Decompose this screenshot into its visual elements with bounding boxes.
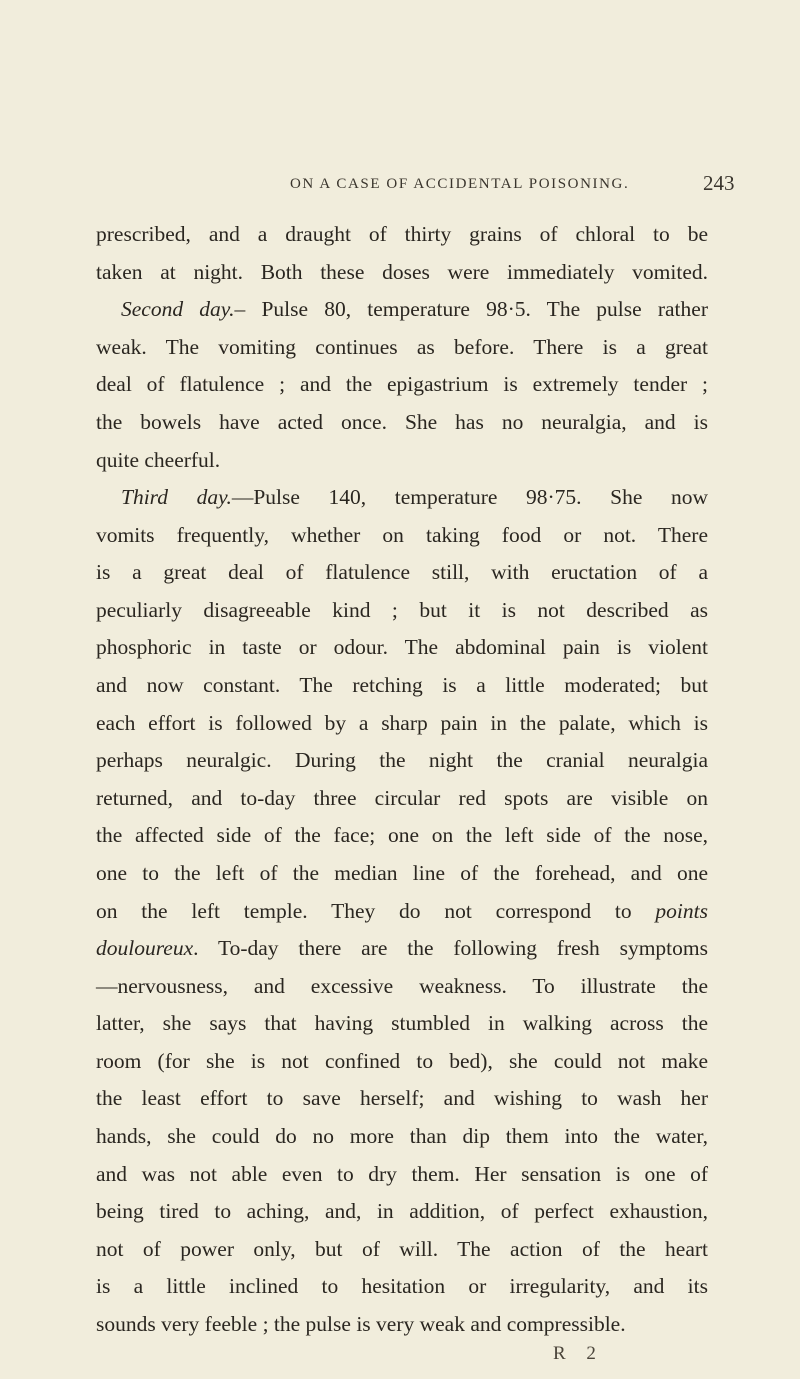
text-line: perhaps neuralgic. During the night the cranial neuralgia [96,748,708,772]
section-label-third-day: Third day. [121,485,232,509]
text-line: the bowels have acted once. She has no neuralgia, and is [96,410,708,434]
page-number: 243 [703,171,735,195]
text-line: latter, she says that having stumbled in walking across the [96,1011,708,1035]
italic-term-points: points [655,899,708,923]
text-line: vomits frequently, whether on taking food or not. There [96,523,708,547]
signature-mark: R 2 [553,1343,604,1364]
running-head: ON A CASE OF ACCIDENTAL POISONING. [290,176,630,192]
text-line: the affected side of the face; one on the left side of the nose, [96,823,708,847]
text-line: each effort is followed by a sharp pain in the palate, which is [96,711,708,735]
text-line: is a little inclined to hesitation or irregularity, and its [96,1274,708,1298]
text-line: sounds very feeble ; the pulse is very weak and compressible. [96,1312,626,1336]
text-line: phosphoric in taste or odour. The abdominal pain is violent [96,635,708,659]
text-line: not of power only, but of will. The action of the heart [96,1237,708,1261]
text-line: prescribed, and a draught of thirty grains of chloral to be [96,222,708,246]
text-line: Second day.– Pulse 80, temperature 98·5. The pulse rather [121,297,708,321]
text-line: the least effort to save herself; and wishing to wash her [96,1086,708,1110]
text-line: deal of flatulence ; and the epigastrium is extremely tender ; [96,372,708,396]
text-line: is a great deal of flatulence still, with eructation of a [96,560,708,584]
text-line: quite cheerful. [96,448,221,472]
text-line: room (for she is not confined to bed), she could not make [96,1049,708,1073]
text-line: Third day.—Pulse 140, temperature 98·75. She now [121,485,708,509]
text-line: taken at night. Both these doses were immediately vomited. [96,260,708,284]
text-line: one to the left of the median line of the forehead, and one [96,861,708,885]
text-line: douloureux. To-day there are the following fresh symptoms [96,936,708,960]
text-line: on the left temple. They do not correspond to points [96,899,708,923]
text-line: and was not able even to dry them. Her sensation is one of [96,1162,708,1186]
text-line: being tired to aching, and, in addition, of perfect exhaustion, [96,1199,708,1223]
text-line: —nervousness, and excessive weakness. To illustrate the [96,974,708,998]
italic-term-douloureux: douloureux [96,936,194,960]
section-label-second-day: Second day.– [121,297,246,321]
text-line: hands, she could do no more than dip them into the water, [96,1124,708,1148]
text-line: peculiarly disagreeable kind ; but it is not described as [96,598,708,622]
text-line: returned, and to-day three circular red spots are visible on [96,786,708,810]
text-line: and now constant. The retching is a little moderated; but [96,673,708,697]
text-line: weak. The vomiting continues as before. There is a great [96,335,708,359]
